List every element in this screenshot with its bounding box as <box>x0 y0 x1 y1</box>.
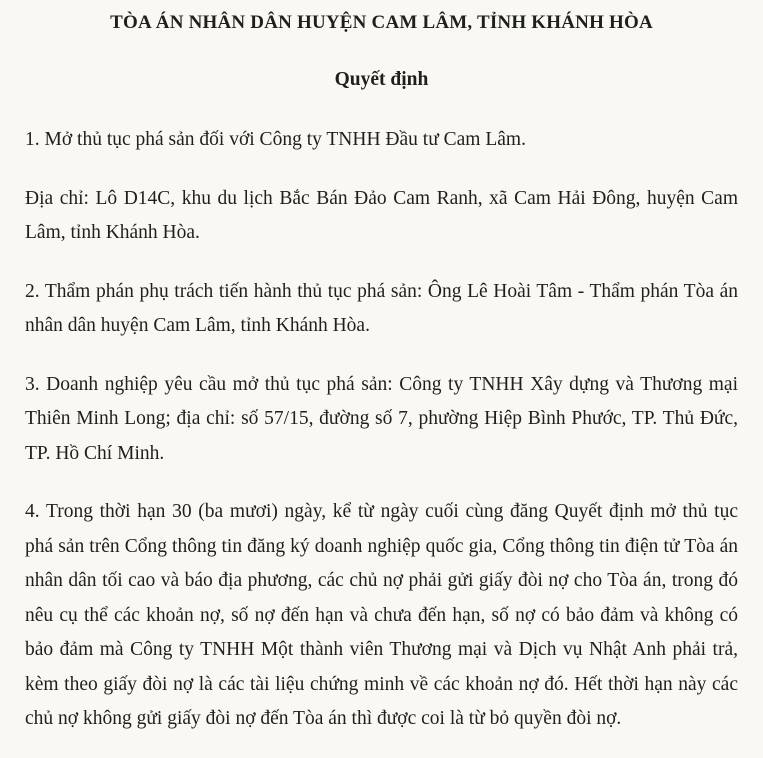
paragraph-clause-1: 1. Mở thủ tục phá sản đối với Công ty TNHH Đầu tư Cam Lâm. <box>25 129 526 150</box>
paragraph-address: Địa chỉ: Lô D14C, khu du lịch Bắc Bán Đảo Cam Ranh, xã Cam Hải Đông, huyện Cam Lâm, tỉnh Khánh Hòa. <box>25 187 738 243</box>
paragraph-clause-3: 3. Doanh nghiệp yêu cầu mở thủ tục phá sản: Công ty TNHH Xây dựng và Thương mại Thiên Minh Long; địa chỉ: số 57/15, đường số 7, phường Hiệp Bình Phước, TP. Thủ Đức, TP. Hồ Chí Minh. <box>25 373 738 464</box>
paragraph-clause-2: 2. Thẩm phán phụ trách tiến hành thủ tục phá sản: Ông Lê Hoài Tâm - Thẩm phán Tòa án nhân dân huyện Cam Lâm, tỉnh Khánh Hòa. <box>25 280 738 336</box>
decision-heading: Quyết định <box>334 69 429 90</box>
paragraph-clause-4: 4. Trong thời hạn 30 (ba mươi) ngày, kể từ ngày cuối cùng đăng Quyết định mở thủ tục phá sản trên Cổng thông tin đăng ký doanh nghiệp quốc gia, Cổng thông tin điện tử Tòa án nhân dân tối cao và báo địa phương, các chủ nợ phải gửi giấy đòi nợ cho Tòa án, trong đó nêu cụ thể các khoản nợ, số nợ đến hạn và chưa đến hạn, số nợ có bảo đảm và không có bảo đảm mà Công ty TNHH Một thành viên Thương mại và Dịch vụ Nhật Anh phải trả, kèm theo giấy đòi nợ là các tài liệu chứng minh về các khoản nợ đó. Hết thời hạn này các chủ nợ không gửi giấy đòi nợ đến Tòa án thì được coi là từ bỏ quyền đòi nợ. <box>25 501 738 729</box>
document-title: TÒA ÁN NHÂN DÂN HUYỆN CAM LÂM, TỈNH KHÁNH HÒA <box>110 12 653 33</box>
